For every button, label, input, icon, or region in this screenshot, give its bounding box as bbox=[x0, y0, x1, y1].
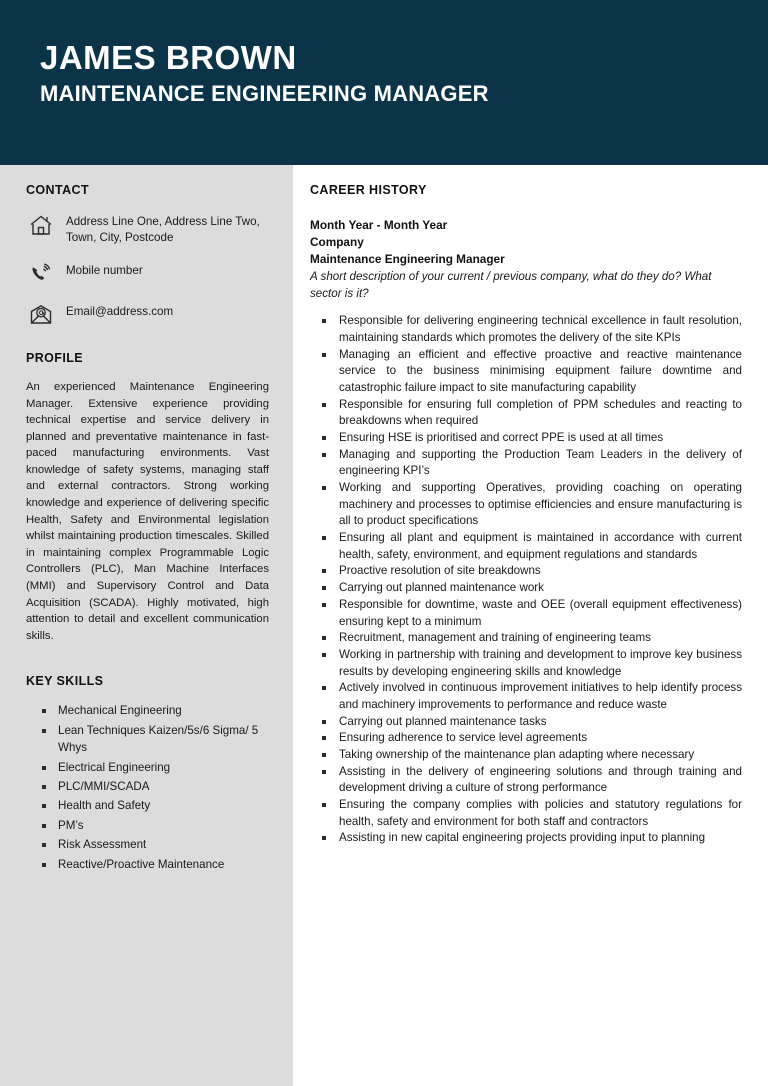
email-icon bbox=[26, 301, 56, 329]
profile-section bbox=[26, 351, 269, 645]
career-history-heading: CAREER HISTORY bbox=[310, 183, 427, 197]
list-item: Responsible for ensuring full completion of PPM schedules and reacting to breakdowns when required bbox=[318, 397, 742, 430]
sidebar bbox=[0, 165, 293, 1086]
list-item: PM’s bbox=[42, 817, 269, 834]
key-skills-heading: KEY SKILLS bbox=[26, 674, 104, 689]
key-skills-list bbox=[26, 702, 269, 873]
list-item: Electrical Engineering bbox=[42, 759, 269, 776]
contact-heading: CONTACT bbox=[26, 183, 89, 197]
candidate-job-title: MAINTENANCE ENGINEERING MANAGER bbox=[40, 80, 489, 106]
job-role: Maintenance Engineering Manager bbox=[310, 251, 505, 266]
list-item: Working in partnership with training and development to improve key business results by developing engineering skills and knowledge bbox=[318, 647, 742, 680]
list-item: Mechanical Engineering bbox=[42, 702, 269, 719]
list-item: Assisting in the delivery of engineering solutions and through training and development driving a culture of strong performance bbox=[318, 764, 742, 797]
list-item: Responsible for downtime, waste and OEE (overall equipment effectiveness) ensuring kept to a minimum bbox=[318, 597, 742, 630]
profile-text: An experienced Maintenance Engineering Manager. Extensive experience providing technical expertise and service delivery in planned and preventative maintenance in fast-paced manufacturing environments. Vast knowledge of safety systems, managing staff and external contractors. Strong working knowledge and experience of delivering specific Health, Safety and Environmental legislation whilst maintaining production timescales. Skilled in maintaining complex Programmable Logic Controllers (PLC), Man Machine Interfaces (MMI) and Supervisory Control and Data Acquisition (SCADA). Highly motivated, high attention to detail and excellent communication skills. bbox=[26, 380, 269, 642]
list-item: Ensuring all plant and equipment is maintained in accordance with current health, safety, environment, and equipment regulations and standards bbox=[318, 530, 742, 563]
key-skills-section bbox=[26, 674, 269, 873]
contact-phone-text: Mobile number bbox=[66, 263, 143, 277]
contact-email-text: Email@address.com bbox=[66, 304, 174, 318]
cv-header-banner bbox=[0, 0, 768, 165]
contact-address-row bbox=[26, 211, 269, 247]
list-item: PLC/MMI/SCADA bbox=[42, 778, 269, 795]
job-duties-list bbox=[310, 313, 742, 847]
career-history-section bbox=[310, 165, 742, 847]
phone-icon bbox=[26, 260, 56, 288]
list-item: Carrying out planned maintenance tasks bbox=[318, 714, 742, 731]
home-icon bbox=[26, 211, 56, 239]
list-item: Carrying out planned maintenance work bbox=[318, 580, 742, 597]
job-company: Company bbox=[310, 234, 364, 249]
list-item: Responsible for delivering engineering technical excellence in fault resolution, maintaining standards which promotes the delivery of the site KPIs bbox=[318, 313, 742, 346]
list-item: Reactive/Proactive Maintenance bbox=[42, 856, 269, 873]
list-item: Managing and supporting the Production Team Leaders in the delivery of engineering KPI’s bbox=[318, 447, 742, 480]
list-item: Ensuring HSE is prioritised and correct PPE is used at all times bbox=[318, 430, 742, 447]
contact-address-text: Address Line One, Address Line Two, Town, City, Postcode bbox=[66, 215, 260, 245]
list-item: Lean Techniques Kaizen/5s/6 Sigma/ 5 Whys bbox=[42, 722, 269, 757]
list-item: Assisting in new capital engineering projects providing input to planning bbox=[318, 830, 742, 847]
job-entry-meta bbox=[310, 217, 742, 267]
profile-heading: PROFILE bbox=[26, 350, 83, 365]
contact-email-row bbox=[26, 301, 269, 329]
list-item: Actively involved in continuous improvement initiatives to help identify process and machinery improvements to performance and reduce waste bbox=[318, 680, 742, 713]
job-description: A short description of your current / previous company, what do they do? What sector is it? bbox=[310, 270, 712, 300]
list-item: Risk Assessment bbox=[42, 836, 269, 853]
contact-phone-row bbox=[26, 260, 269, 288]
contact-list bbox=[26, 211, 269, 329]
job-dates: Month Year - Month Year bbox=[310, 218, 448, 232]
list-item: Managing an efficient and effective proactive and reactive maintenance service to the business minimising equipment failure downtime and catastrophic failure impact to site manufacturing capability bbox=[318, 347, 742, 397]
list-item: Working and supporting Operatives, providing coaching on operating machinery and processes to optimise efficiencies and ensure manufacturing is all to product specifications bbox=[318, 480, 742, 530]
list-item: Taking ownership of the maintenance plan adapting where necessary bbox=[318, 747, 742, 764]
list-item: Ensuring adherence to service level agreements bbox=[318, 730, 742, 747]
list-item: Recruitment, management and training of engineering teams bbox=[318, 630, 742, 647]
list-item: Proactive resolution of site breakdowns bbox=[318, 563, 742, 580]
contact-section bbox=[26, 183, 269, 329]
candidate-name: JAMES BROWN bbox=[40, 39, 297, 76]
list-item: Health and Safety bbox=[42, 797, 269, 814]
list-item: Ensuring the company complies with policies and statutory regulations for health, safety and environment for both staff and contractors bbox=[318, 797, 742, 830]
